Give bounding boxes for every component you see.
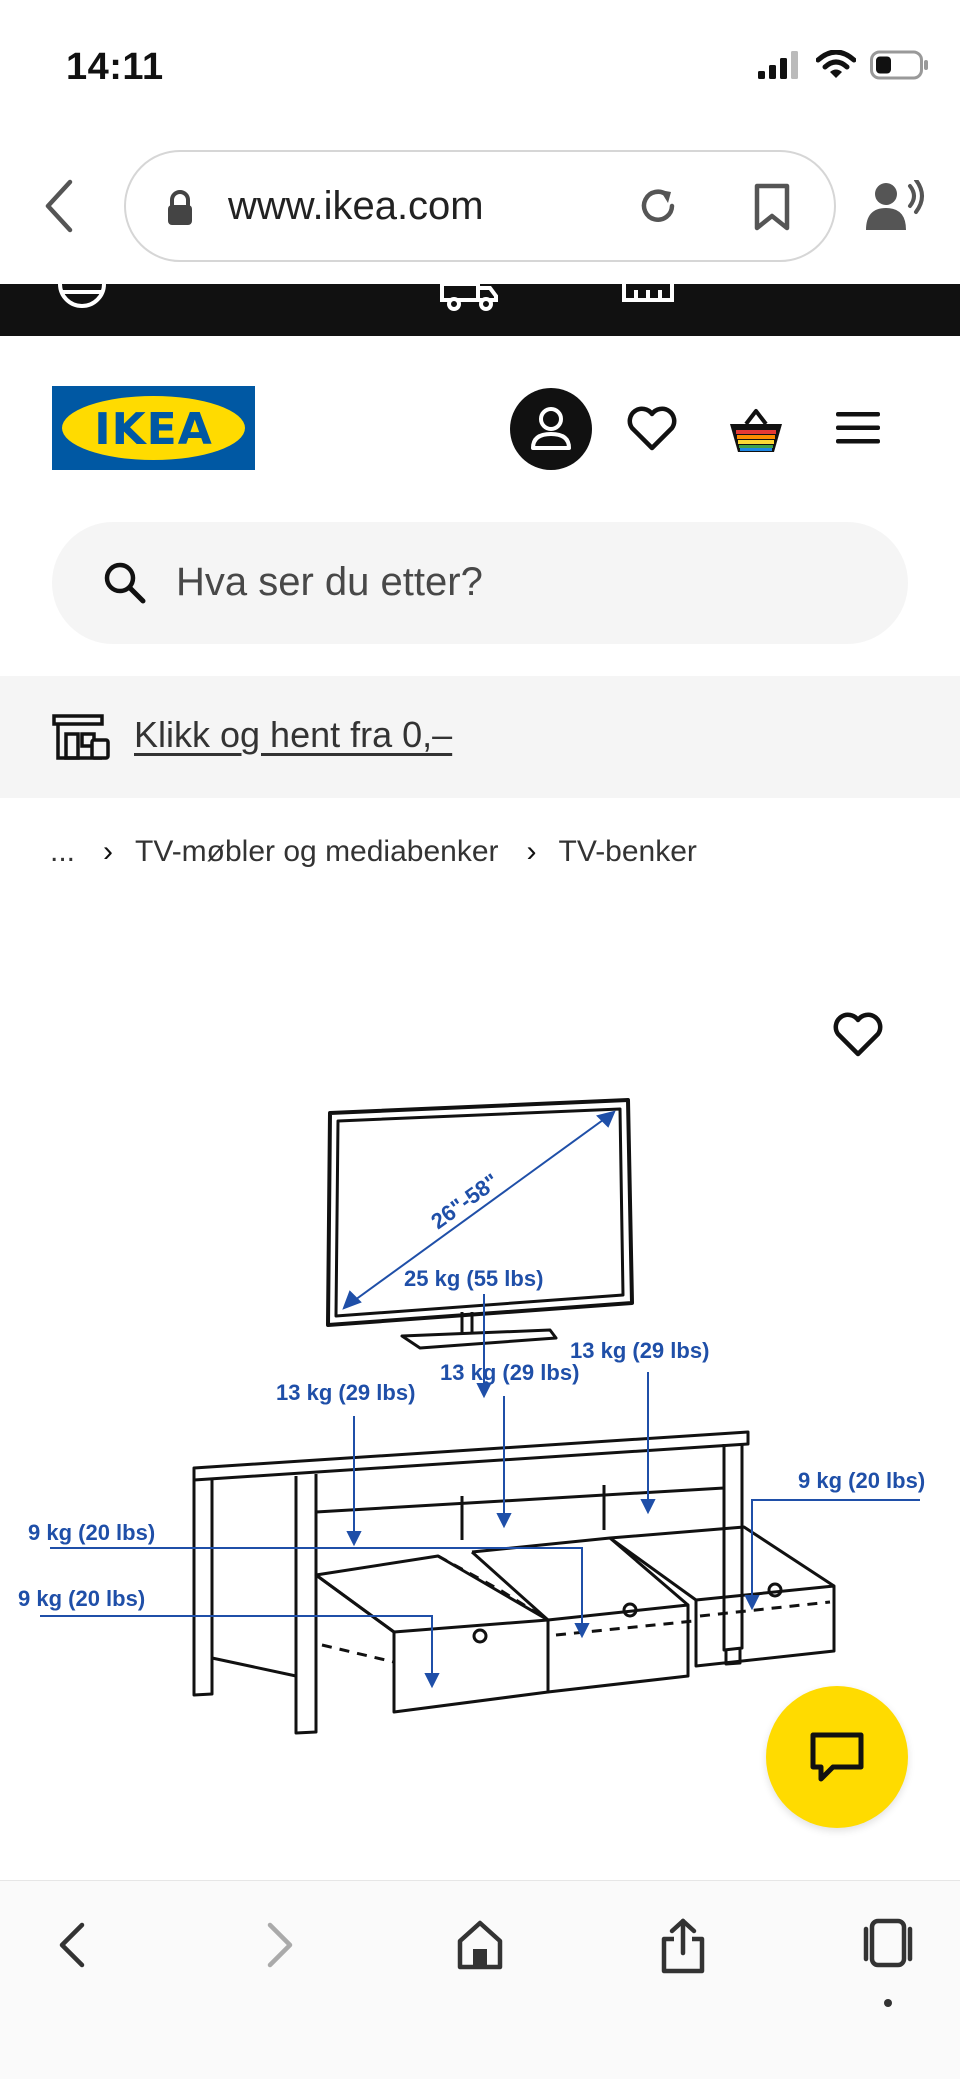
bookmark-icon[interactable] — [752, 182, 792, 232]
status-bar — [0, 0, 960, 140]
active-tab-indicator — [884, 1999, 892, 2007]
toolbar-tabs-icon[interactable] — [862, 1917, 914, 1973]
tv-bench-drawing — [194, 1432, 834, 1733]
drawer-left-weight-label: 9 kg (20 lbs) — [18, 1586, 146, 1611]
hamburger-menu-icon[interactable] — [836, 410, 880, 446]
reload-icon[interactable] — [634, 182, 682, 230]
chat-bubble-icon — [809, 1731, 865, 1783]
breadcrumb-separator-icon: › — [103, 835, 114, 868]
voice-assistant-icon[interactable] — [866, 180, 926, 232]
click-and-collect-link[interactable]: Klikk og hent fra 0,– — [134, 714, 453, 755]
battery-icon — [870, 50, 930, 80]
tv-drawing — [328, 1100, 632, 1348]
shelf-right-weight-label: 13 kg (29 lbs) — [570, 1338, 710, 1363]
toolbar-forward-icon[interactable] — [256, 1917, 300, 1973]
logo-wordmark: IKEA — [94, 404, 213, 455]
breadcrumb-separator-icon: › — [526, 835, 537, 868]
ikea-logo[interactable] — [52, 386, 255, 470]
delivery-truck-icon — [440, 284, 500, 314]
favourites-heart-icon[interactable] — [626, 406, 678, 452]
browser-back-chevron-icon[interactable] — [38, 176, 82, 236]
search-placeholder: Hva ser du etter? — [176, 560, 483, 604]
drawer-middle-weight-label: 9 kg (20 lbs) — [28, 1520, 156, 1545]
url-text: www.ikea.com — [228, 184, 484, 228]
wifi-icon — [816, 50, 856, 80]
status-icons — [758, 50, 930, 80]
screen-size-label: 26"-58" — [426, 1168, 504, 1235]
drawer-right-weight-label: 9 kg (20 lbs) — [798, 1468, 926, 1493]
breadcrumb-ellipsis[interactable]: ... — [50, 835, 76, 868]
search-icon — [102, 560, 146, 604]
product-favourite-heart-icon[interactable] — [832, 1012, 884, 1058]
store-icon — [620, 284, 676, 314]
account-button[interactable] — [510, 388, 592, 470]
toolbar-home-icon[interactable] — [456, 1917, 504, 1973]
shopping-basket-icon[interactable] — [728, 408, 784, 456]
toolbar-back-icon[interactable] — [52, 1917, 96, 1973]
click-and-collect-banner — [0, 676, 960, 798]
user-icon — [529, 406, 573, 452]
tv-weight-label: 25 kg (55 lbs) — [404, 1266, 544, 1291]
browser-toolbar — [0, 1880, 960, 2079]
browser-address-row — [0, 140, 960, 276]
globe-icon[interactable] — [54, 284, 110, 314]
product-image[interactable] — [0, 1080, 960, 1760]
cellular-signal-icon — [758, 51, 802, 79]
lock-icon — [166, 190, 194, 226]
shelf-middle-weight-label: 13 kg (29 lbs) — [440, 1360, 580, 1385]
chat-button[interactable] — [766, 1686, 908, 1828]
shelf-left-weight-label: 13 kg (29 lbs) — [276, 1380, 416, 1405]
site-header — [0, 336, 960, 512]
search-input[interactable] — [52, 522, 908, 644]
promo-strip — [0, 284, 960, 336]
breadcrumb-item-tv-furniture[interactable]: TV-møbler og mediabenker — [135, 835, 499, 868]
pickup-store-icon — [52, 714, 110, 760]
breadcrumb-item-tv-benches[interactable]: TV-benker — [558, 835, 697, 868]
toolbar-share-icon[interactable] — [660, 1917, 706, 1975]
status-time: 14:11 — [66, 46, 164, 88]
breadcrumb — [50, 832, 697, 872]
address-bar[interactable] — [124, 150, 836, 262]
